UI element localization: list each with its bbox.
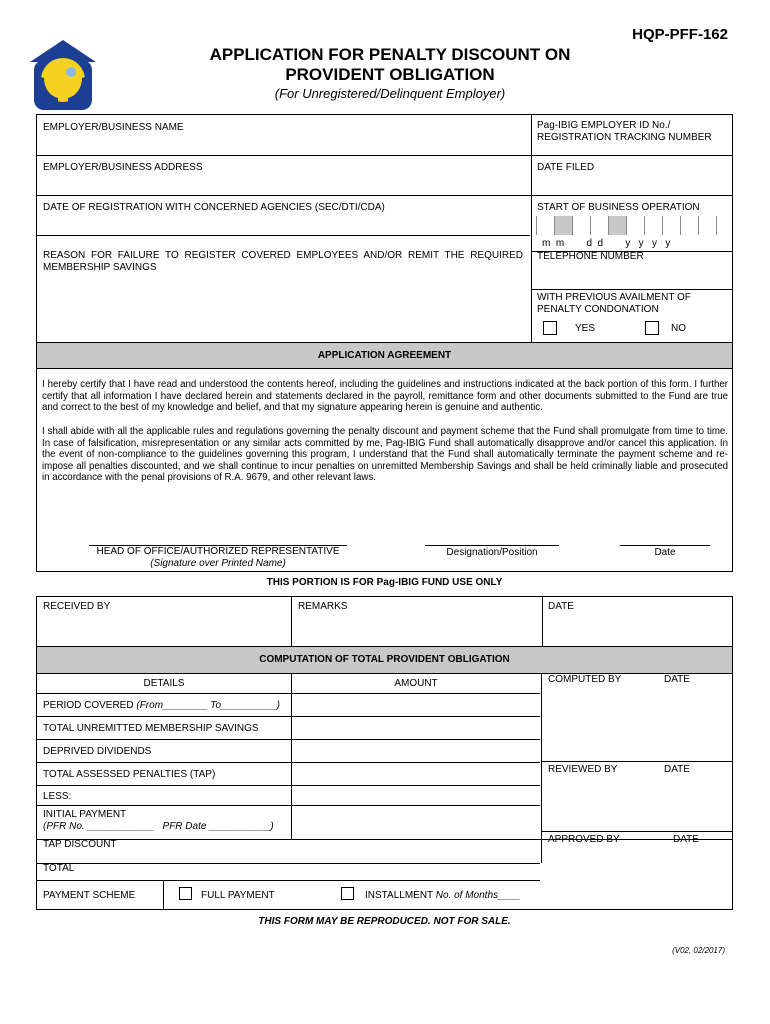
start-business-label: START OF BUSINESS OPERATION (537, 202, 700, 213)
employer-id-label-1: Pag-IBIG EMPLOYER ID No./ (537, 120, 671, 131)
full-payment-checkbox[interactable] (179, 887, 192, 900)
telephone-label: TELEPHONE NUMBER (537, 251, 644, 262)
signature-sublabel: (Signature over Printed Name) (150, 558, 286, 569)
date-registration-label: DATE OF REGISTRATION WITH CONCERNED AGENCIES (SEC/DTI/CDA) (43, 202, 385, 213)
reviewed-by-label: REVIEWED BY (548, 764, 618, 775)
deprived-dividends-label: DEPRIVED DIVIDENDS (43, 746, 152, 757)
remarks-label: REMARKS (298, 601, 348, 612)
tap-discount-label: TAP DISCOUNT (43, 839, 117, 850)
approved-date-label: DATE (673, 834, 699, 845)
date-line[interactable] (620, 545, 710, 546)
employer-id-label-2: REGISTRATION TRACKING NUMBER (537, 132, 712, 143)
agreement-date-label: Date (654, 547, 676, 558)
signature-label: HEAD OF OFFICE/AUTHORIZED REPRESENTATIVE (96, 546, 340, 557)
initial-payment-detail: (PFR No. ____________ PFR Date ___________) (43, 821, 274, 832)
no-label: NO (671, 323, 686, 334)
designation-label: Designation/Position (446, 547, 538, 558)
fund-use-heading: THIS PORTION IS FOR Pag-IBIG FUND USE ONLY (266, 577, 503, 588)
installment-checkbox[interactable] (341, 887, 354, 900)
reason-label: REASON FOR FAILURE TO REGISTER COVERED EMPLOYEES AND/OR REMIT THE REQUIRED MEMBERSHIP SAVINGS (43, 250, 523, 273)
computation-heading: COMPUTATION OF TOTAL PROVIDENT OBLIGATION (37, 646, 732, 674)
details-header: DETAILS (143, 678, 185, 689)
employer-section (36, 114, 733, 572)
form-title-line1: APPLICATION FOR PENALTY DISCOUNT ON (209, 45, 571, 64)
form-title-line2: PROVIDENT OBLIGATION (285, 65, 495, 84)
date-filed-label: DATE FILED (537, 162, 595, 173)
received-by-label: RECEIVED BY (43, 601, 111, 612)
approved-by-label: APPROVED BY (548, 834, 620, 845)
yes-label: YES (575, 323, 596, 334)
fund-date-label: DATE (548, 601, 574, 612)
period-covered-label: PERIOD COVERED (From________ To__________) (43, 700, 280, 711)
total-label: TOTAL (43, 863, 75, 874)
footer-note: THIS FORM MAY BE REPRODUCED. NOT FOR SALE. (258, 916, 511, 927)
fund-use-section (36, 596, 733, 910)
payment-scheme-label: PAYMENT SCHEME (43, 890, 136, 901)
total-assessed-label: TOTAL ASSESSED PENALTIES (TAP) (43, 769, 216, 780)
less-label: LESS: (43, 791, 72, 802)
computed-date-label: DATE (664, 674, 690, 685)
pag-ibig-logo (28, 38, 98, 112)
installment-label: INSTALLMENT No. of Months____ (365, 890, 521, 901)
form-subtitle: (For Unregistered/Delinquent Employer) (274, 86, 506, 101)
condonation-label-1: WITH PREVIOUS AVAILMENT OF (537, 292, 691, 303)
no-checkbox[interactable] (645, 321, 659, 335)
agreement-heading: APPLICATION AGREEMENT (37, 343, 732, 369)
employer-name-label: EMPLOYER/BUSINESS NAME (43, 122, 184, 133)
reviewed-date-label: DATE (664, 764, 690, 775)
agreement-paragraph-2: I shall abide with all the applicable rules and regulations governing the penalty discount and payment scheme that the Fund shall promulgate from time to time. In case of falsification, misrepresentation or any similar acts committed by me, Pag-IBIG Fund shall automatically disapprove and/or cancel this application. In the event of non-compliance to the guidelines governing this program, I understand that the Fund shall automatically terminate the payment scheme and re-impose all penalties discounted, and we shall continue to incur penalties on unremitted Membership Savings and shall be held criminally liable and prosecuted in accordance with the penal provisions of R.A. 9679, and other relevant laws. (42, 426, 728, 484)
agreement-paragraph-1: I hereby certify that I have read and understood the contents hereof, including the guidelines and instructions indicated at the back portion of this form. I further certify that all information I have declared herein and statements declared in the payroll, remittance form and other documents submitted to the Fund are true and correct to the best of my knowledge and belief, and that my signature appearing herein is genuine and authentic. (42, 379, 728, 414)
computed-by-label: COMPUTED BY (548, 674, 622, 685)
condonation-label-2: PENALTY CONDONATION (537, 304, 659, 315)
form-code: HQP-PFF-162 (632, 26, 728, 43)
total-unremitted-label: TOTAL UNREMITTED MEMBERSHIP SAVINGS (43, 723, 259, 734)
initial-payment-label: INITIAL PAYMENT (43, 809, 127, 820)
form-version: (V02, 02/2017) (672, 946, 725, 955)
amount-header: AMOUNT (394, 678, 438, 689)
yes-checkbox[interactable] (543, 321, 557, 335)
employer-address-label: EMPLOYER/BUSINESS ADDRESS (43, 162, 203, 173)
start-business-date-boxes[interactable] (536, 216, 717, 235)
full-payment-label: FULL PAYMENT (201, 890, 275, 901)
designation-line[interactable] (425, 545, 559, 546)
date-format-hint: m m d d y y y y (542, 238, 671, 249)
